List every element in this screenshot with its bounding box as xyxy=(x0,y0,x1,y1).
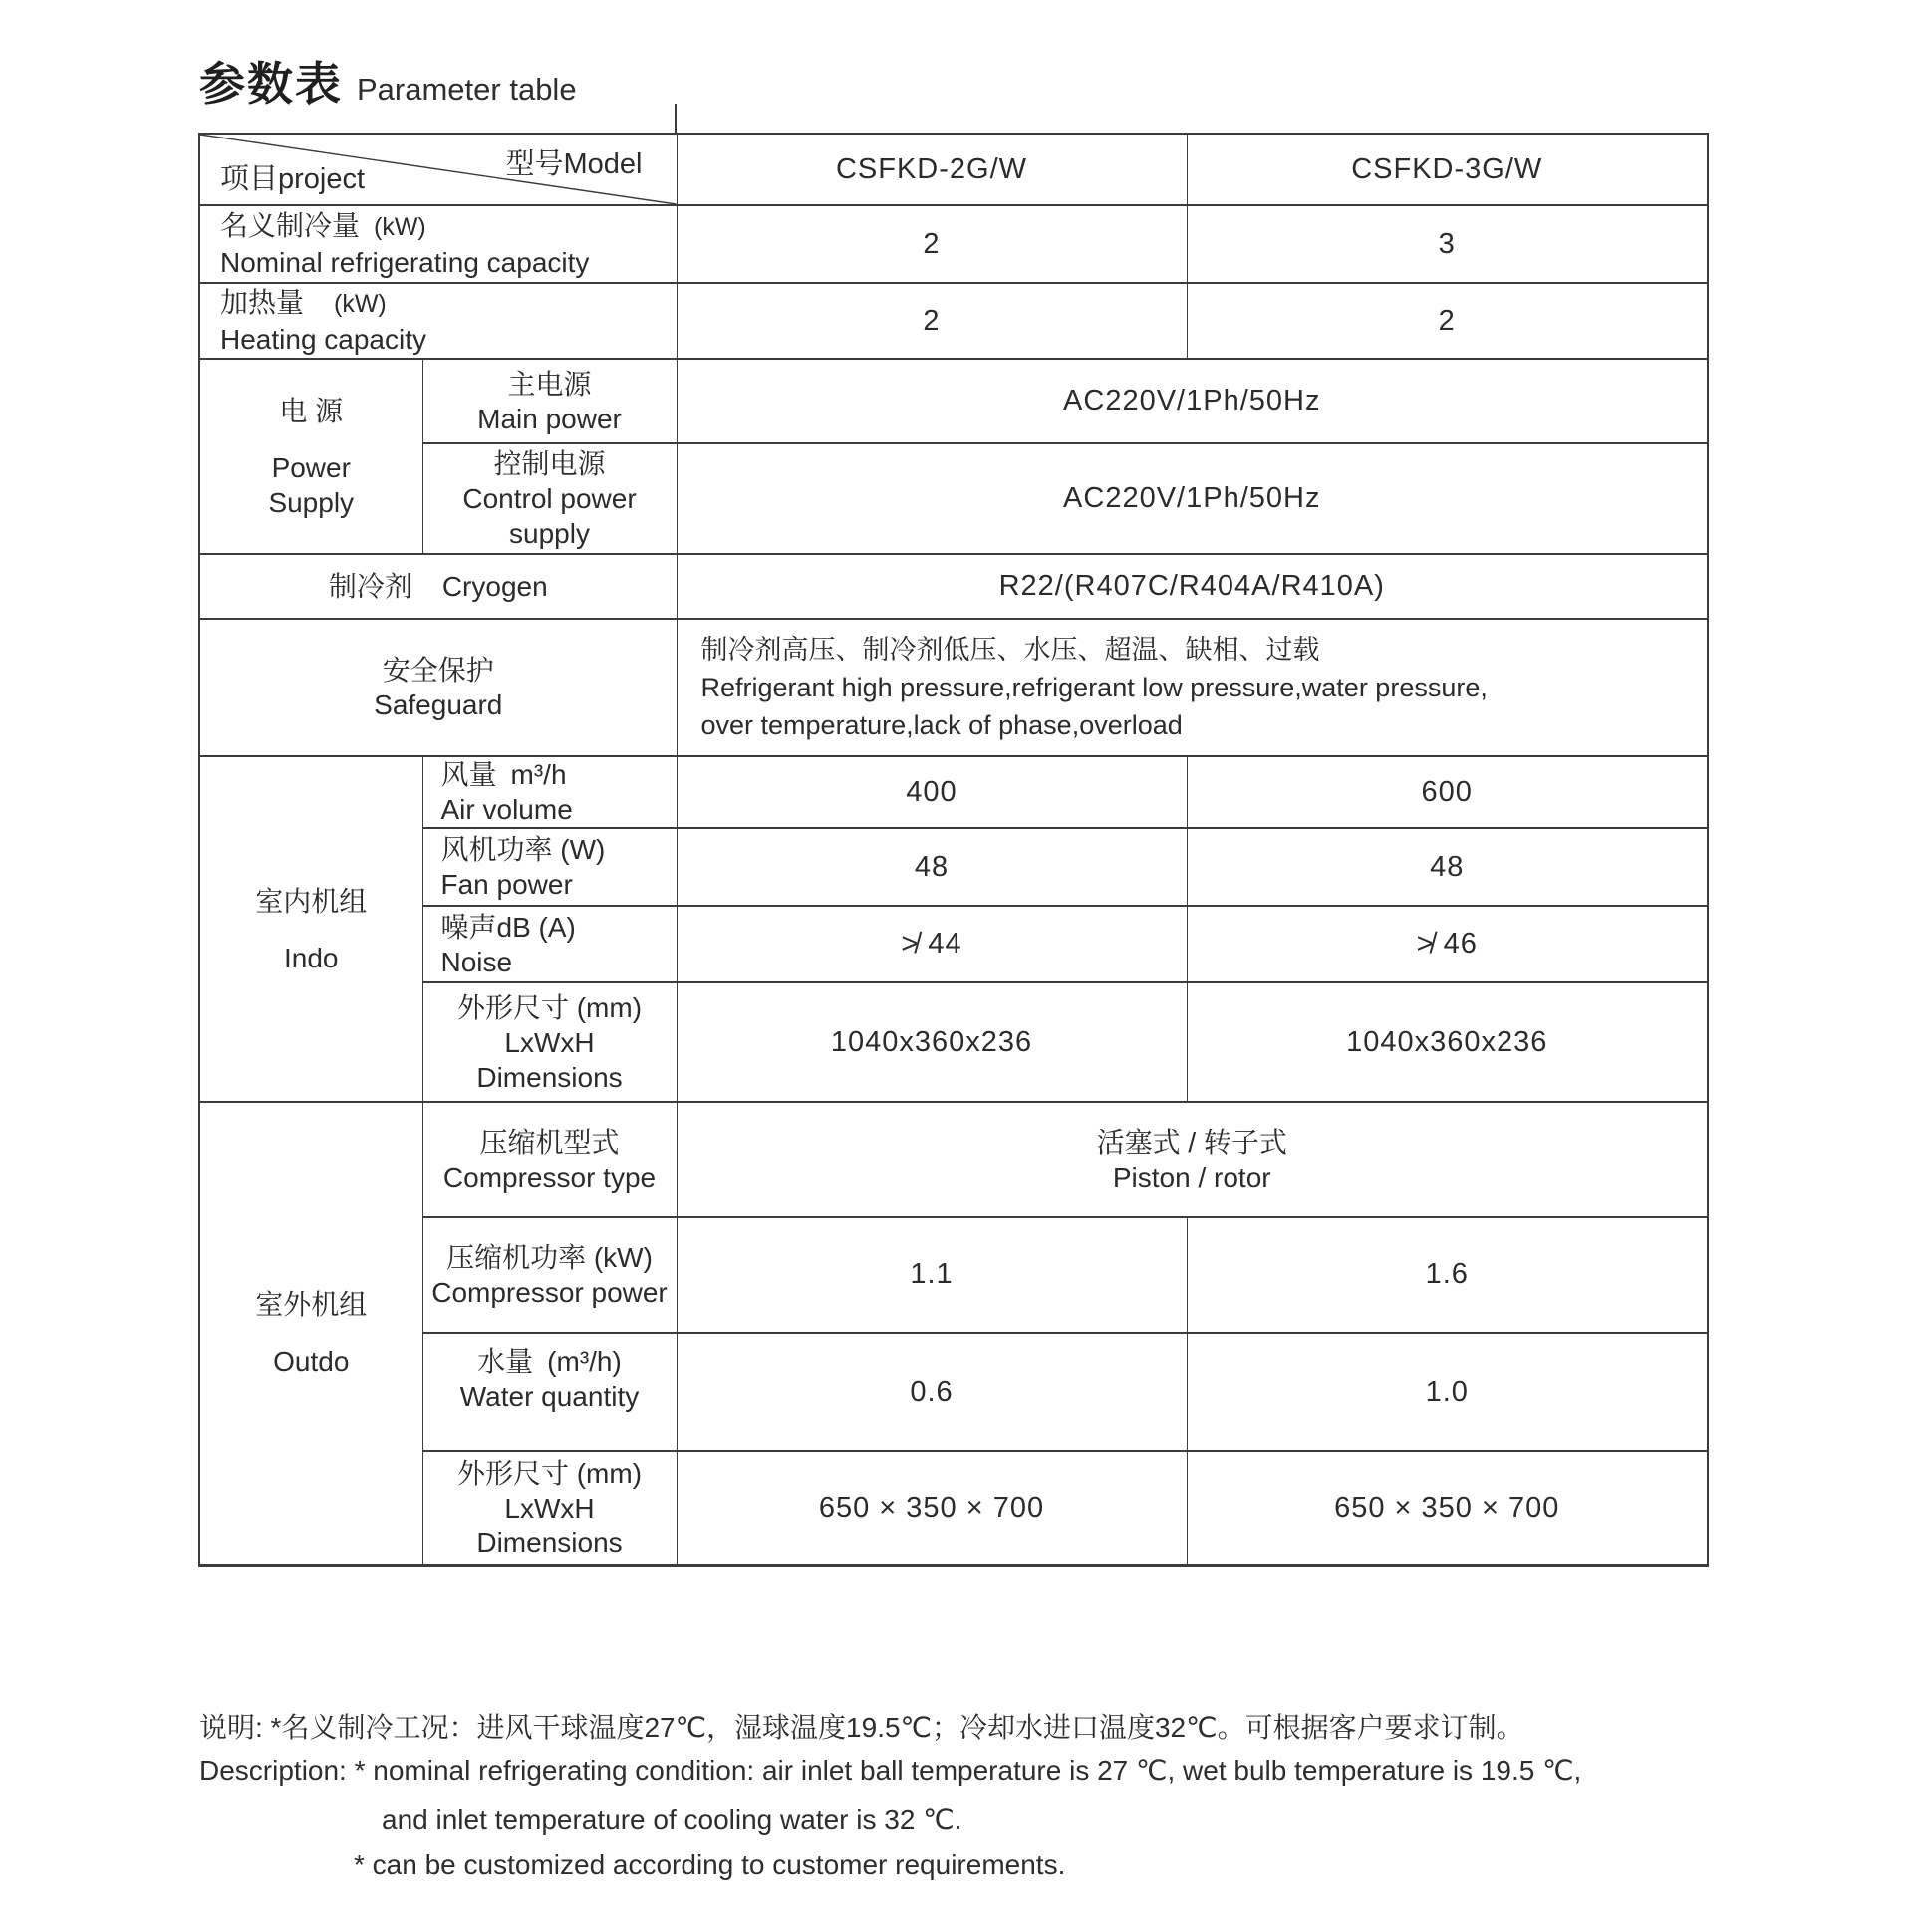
footnote-en-1: Description: * nominal refrigerating condition: air inlet ball temperature is 27 ℃, wet bulb temperature is 19.5 ℃, xyxy=(199,1755,1582,1786)
control-power-label xyxy=(422,443,677,554)
header-diagonal-cell xyxy=(199,134,677,205)
parameter-table xyxy=(198,133,1709,1567)
cryogen-label-zh: 制冷剂 xyxy=(328,571,412,602)
main-power-label xyxy=(422,359,677,443)
nominal-capacity-value-2: 3 xyxy=(1187,205,1708,283)
compressor-type-value-zh: 活塞式 / 转子式 xyxy=(1096,1126,1287,1158)
nominal-capacity-value-1: 2 xyxy=(677,205,1187,283)
row-cryogen xyxy=(199,554,1708,619)
water-quantity-label-zh: 水量 xyxy=(477,1346,534,1377)
compressor-power-value-1: 1.1 xyxy=(677,1217,1187,1333)
safeguard-value-en-2: over temperature,lack of phase,overload xyxy=(700,710,1183,740)
main-power-label-en: Main power xyxy=(477,403,622,434)
safeguard-label-en: Safeguard xyxy=(374,690,503,720)
compressor-power-label-en: Compressor power xyxy=(431,1276,668,1308)
indoor-label-en: Indo xyxy=(284,942,339,973)
air-volume-label xyxy=(422,756,677,828)
heating-capacity-label-zh: 加热量 xyxy=(220,287,305,318)
row-control-power xyxy=(199,443,1708,554)
safeguard-value-en-1: Refrigerant high pressure,refrigerant low pressure,water pressure, xyxy=(700,673,1488,702)
control-power-label-zh: 控制电源 xyxy=(493,448,606,479)
nominal-capacity-unit: (kW) xyxy=(374,213,426,241)
heating-capacity-unit: (kW) xyxy=(334,290,387,318)
fan-power-label xyxy=(422,828,677,906)
footnote-en-3: * can be customized according to customer requirements. xyxy=(354,1849,1066,1880)
header-project-label: 项目project xyxy=(220,163,366,195)
water-quantity-label-en: Water quantity xyxy=(459,1381,640,1412)
cryogen-label-en: Cryogen xyxy=(441,571,548,602)
compressor-power-value-2: 1.6 xyxy=(1187,1217,1708,1333)
indoor-dimensions-label-zh: 外形尺寸 (mm) xyxy=(456,991,643,1023)
compressor-type-label-zh: 压缩机型式 xyxy=(479,1126,620,1158)
nominal-capacity-label-en: Nominal refrigerating capacity xyxy=(220,247,590,278)
control-power-label-en-2: supply xyxy=(509,518,590,549)
safeguard-label xyxy=(199,619,677,756)
air-volume-label-zh: 风量 xyxy=(440,759,497,790)
indoor-dimensions-label xyxy=(422,982,677,1102)
compressor-type-value xyxy=(677,1102,1708,1217)
fan-power-label-zh: 风机功率 (W) xyxy=(440,834,606,865)
row-fan-power xyxy=(199,828,1708,906)
air-volume-value-2: 600 xyxy=(1187,756,1708,828)
outdoor-dimensions-label-en: Dimensions xyxy=(476,1526,623,1558)
water-quantity-label xyxy=(422,1333,677,1451)
indoor-dimensions-lwh: LxWxH xyxy=(504,1026,595,1058)
main-power-label-zh: 主电源 xyxy=(507,368,592,400)
compressor-type-label xyxy=(422,1102,677,1217)
outdoor-dimensions-value-2: 650 × 350 × 700 xyxy=(1187,1451,1708,1565)
row-indoor-dimensions xyxy=(199,982,1708,1102)
water-quantity-value-1: 0.6 xyxy=(677,1333,1187,1451)
page-title-en: Parameter table xyxy=(357,72,577,107)
compressor-type-label-en: Compressor type xyxy=(442,1161,657,1193)
row-water-quantity xyxy=(199,1333,1708,1451)
power-supply-group-label xyxy=(199,359,422,554)
power-supply-label-zh: 电 源 xyxy=(279,395,344,426)
fan-power-value-1: 48 xyxy=(677,828,1187,906)
row-noise xyxy=(199,906,1708,982)
heating-capacity-value-2: 2 xyxy=(1187,283,1708,359)
air-volume-label-en: Air volume xyxy=(440,794,573,825)
outdoor-label-en: Outdo xyxy=(273,1346,350,1378)
footnote-en-2: and inlet temperature of cooling water is 32 ℃. xyxy=(382,1804,962,1835)
header-row xyxy=(199,134,1708,205)
row-main-power xyxy=(199,359,1708,443)
indoor-dimensions-label-en: Dimensions xyxy=(476,1061,623,1093)
row-air-volume xyxy=(199,756,1708,828)
fan-power-value-2: 48 xyxy=(1187,828,1708,906)
nominal-capacity-label xyxy=(199,205,677,283)
footnote-zh: 说明: *名义制冷工况：进风干球温度27℃，湿球温度19.5℃；冷却水进口温度32℃。可根据客户要求订制。 xyxy=(199,1712,1524,1743)
fan-power-label-en: Fan power xyxy=(440,869,573,900)
row-nominal-capacity xyxy=(199,205,1708,283)
noise-label-zh: 噪声dB (A) xyxy=(440,911,576,943)
outdoor-dimensions-value-1: 650 × 350 × 700 xyxy=(677,1451,1187,1565)
safeguard-label-zh: 安全保护 xyxy=(382,655,494,686)
indoor-dimensions-value-2: 1040x360x236 xyxy=(1187,982,1708,1102)
compressor-type-value-en: Piston / rotor xyxy=(1112,1161,1271,1193)
cryogen-value: R22/(R407C/R404A/R410A) xyxy=(677,554,1708,619)
power-supply-label-en-1: Power xyxy=(271,451,351,483)
header-model-2: CSFKD-3G/W xyxy=(1187,134,1708,205)
control-power-value: AC220V/1Ph/50Hz xyxy=(677,443,1708,554)
control-power-label-en-1: Control power xyxy=(462,483,637,514)
noise-label-en: Noise xyxy=(440,946,513,977)
outdoor-dimensions-lwh: LxWxH xyxy=(504,1492,595,1523)
column-divider-tick xyxy=(675,104,677,134)
header-model-label: 型号Model xyxy=(505,148,643,180)
indoor-group-label xyxy=(199,756,422,1102)
outdoor-dimensions-label xyxy=(422,1451,677,1565)
noise-value-1: ≯ 44 xyxy=(677,906,1187,982)
water-quantity-unit: (m³/h) xyxy=(547,1346,622,1377)
page-title xyxy=(199,48,577,114)
heating-capacity-label xyxy=(199,283,677,359)
heating-capacity-value-1: 2 xyxy=(677,283,1187,359)
page-title-zh: 参数表 xyxy=(199,58,343,110)
nominal-capacity-label-zh: 名义制冷量 xyxy=(220,210,361,241)
compressor-power-label-zh: 压缩机功率 (kW) xyxy=(446,1242,653,1273)
power-supply-label-en-2: Supply xyxy=(268,486,355,518)
safeguard-value-zh: 制冷剂高压、制冷剂低压、水压、超温、缺相、过载 xyxy=(700,635,1320,665)
row-compressor-power xyxy=(199,1217,1708,1333)
noise-label xyxy=(422,906,677,982)
noise-value-2: ≯ 46 xyxy=(1187,906,1708,982)
indoor-label-zh: 室内机组 xyxy=(255,885,368,917)
main-power-value: AC220V/1Ph/50Hz xyxy=(677,359,1708,443)
indoor-dimensions-value-1: 1040x360x236 xyxy=(677,982,1187,1102)
compressor-power-label xyxy=(422,1217,677,1333)
cryogen-label xyxy=(199,554,677,619)
heating-capacity-label-en: Heating capacity xyxy=(220,324,427,355)
row-heating-capacity xyxy=(199,283,1708,359)
air-volume-unit: m³/h xyxy=(510,759,567,790)
row-outdoor-dimensions xyxy=(199,1451,1708,1565)
outdoor-group-label xyxy=(199,1102,422,1565)
outdoor-label-zh: 室外机组 xyxy=(255,1289,368,1321)
safeguard-value xyxy=(677,619,1708,756)
header-model-1: CSFKD-2G/W xyxy=(677,134,1187,205)
row-safeguard xyxy=(199,619,1708,756)
water-quantity-value-2: 1.0 xyxy=(1187,1333,1708,1451)
row-compressor-type xyxy=(199,1102,1708,1217)
outdoor-dimensions-label-zh: 外形尺寸 (mm) xyxy=(456,1457,643,1489)
air-volume-value-1: 400 xyxy=(677,756,1187,828)
